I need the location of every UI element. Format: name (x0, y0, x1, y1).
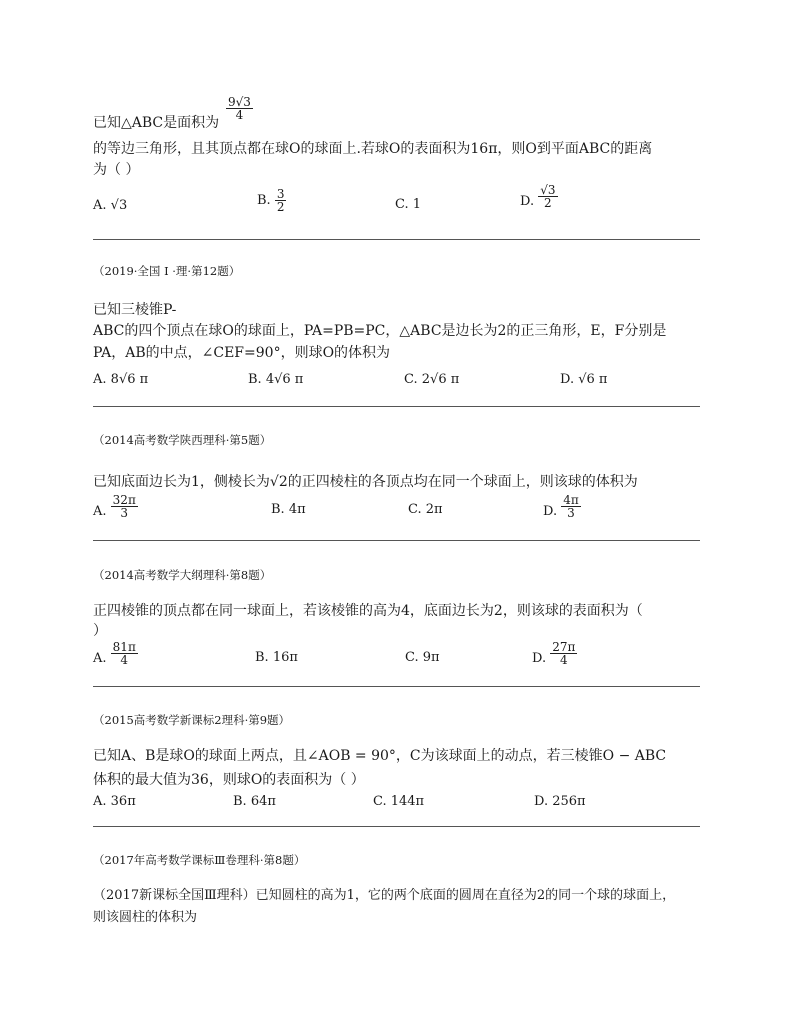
q3-source: （2014高考数学陕西理科·第5题） (93, 433, 272, 447)
q2-option-a[interactable]: A. 8√6 π (93, 372, 149, 387)
q1-line3: 为（ ） (93, 162, 140, 178)
q1-option-d[interactable]: D. $\frac{√3}{2}$ (520, 183, 556, 210)
q3-option-b[interactable]: B. 4π (271, 502, 306, 517)
q3-option-a[interactable]: A. $\frac{32\pi}{3}$ (93, 493, 136, 520)
q3-line1: 已知底面边长为1，侧棱长为√2的正四棱柱的各顶点均在同一个球面上，则该球的体积为 (93, 474, 638, 490)
q1-option-c[interactable]: C. 1 (395, 197, 422, 212)
q1-line2: 的等边三角形，且其顶点都在球O的球面上.若球O的表面积为16π，则O到平面ABC的距离 (93, 141, 653, 157)
divider (93, 686, 700, 687)
q2-line2: ABC的四个顶点在球O的球面上，PA=PB=PC，△ABC是边长为2的正三角形，E，F分别是 (93, 323, 667, 339)
q4-line1: 正四棱锥的顶点都在同一球面上，若该棱锥的高为4，底面边长为2，则该球的表面积为（ (93, 603, 643, 619)
q4-option-c[interactable]: C. 9π (405, 650, 440, 665)
q5-line1: 已知A、B是球O的球面上两点，且∠AOB = 90°，C为该球面上的动点，若三棱锥O − ABC (93, 748, 667, 764)
divider (93, 406, 700, 407)
q5-option-a[interactable]: A. 36π (93, 794, 136, 809)
q1-option-b[interactable]: B. $\frac{3}{2}$ (257, 187, 285, 214)
divider (93, 826, 700, 827)
q4-option-d[interactable]: D. $\frac{27\pi}{4}$ (532, 640, 576, 667)
q4-option-a[interactable]: A. $\frac{81\pi}{4}$ (93, 640, 136, 667)
divider (93, 239, 700, 240)
q4-line2: ） (93, 623, 107, 639)
q6-line1: （2017新课标全国Ⅲ理科）已知圆柱的高为1，它的两个底面的圆周在直径为2的同一个球的球面上， (93, 888, 676, 903)
divider (93, 540, 700, 541)
q3-option-d[interactable]: D. $\frac{4\pi}{3}$ (543, 493, 579, 520)
q2-option-c[interactable]: C. 2√6 π (404, 372, 460, 387)
q1-option-a[interactable]: A. √3 (93, 198, 128, 213)
q6-source: （2017年高考数学课标Ⅲ卷理科·第8题） (93, 853, 306, 867)
q4-option-b[interactable]: B. 16π (255, 650, 298, 665)
q1-area-fraction: $\frac{9√3}{4}$ (228, 95, 251, 122)
q2-source: （2019·全国 I ·理·第12题） (93, 264, 241, 278)
q1-line1: 已知△ABC是面积为 (93, 115, 220, 131)
q5-option-b[interactable]: B. 64π (233, 794, 276, 809)
q5-option-d[interactable]: D. 256π (534, 794, 586, 809)
q4-source: （2014高考数学大纲理科·第8题） (93, 568, 272, 582)
q2-line1: 已知三棱锥P- (93, 302, 177, 318)
q3-option-c[interactable]: C. 2π (408, 502, 443, 517)
q5-option-c[interactable]: C. 144π (373, 794, 425, 809)
q2-option-d[interactable]: D. √6 π (560, 372, 608, 387)
q6-line2: 则该圆柱的体积为 (93, 910, 198, 925)
q5-source: （2015高考数学新课标2理科·第9题） (93, 713, 291, 727)
q2-option-b[interactable]: B. 4√6 π (248, 372, 304, 387)
q5-line2: 体积的最大值为36，则球O的表面积为（ ） (93, 772, 365, 788)
q2-line3: PA，AB的中点，∠CEF=90°，则球O的体积为 (93, 345, 391, 361)
